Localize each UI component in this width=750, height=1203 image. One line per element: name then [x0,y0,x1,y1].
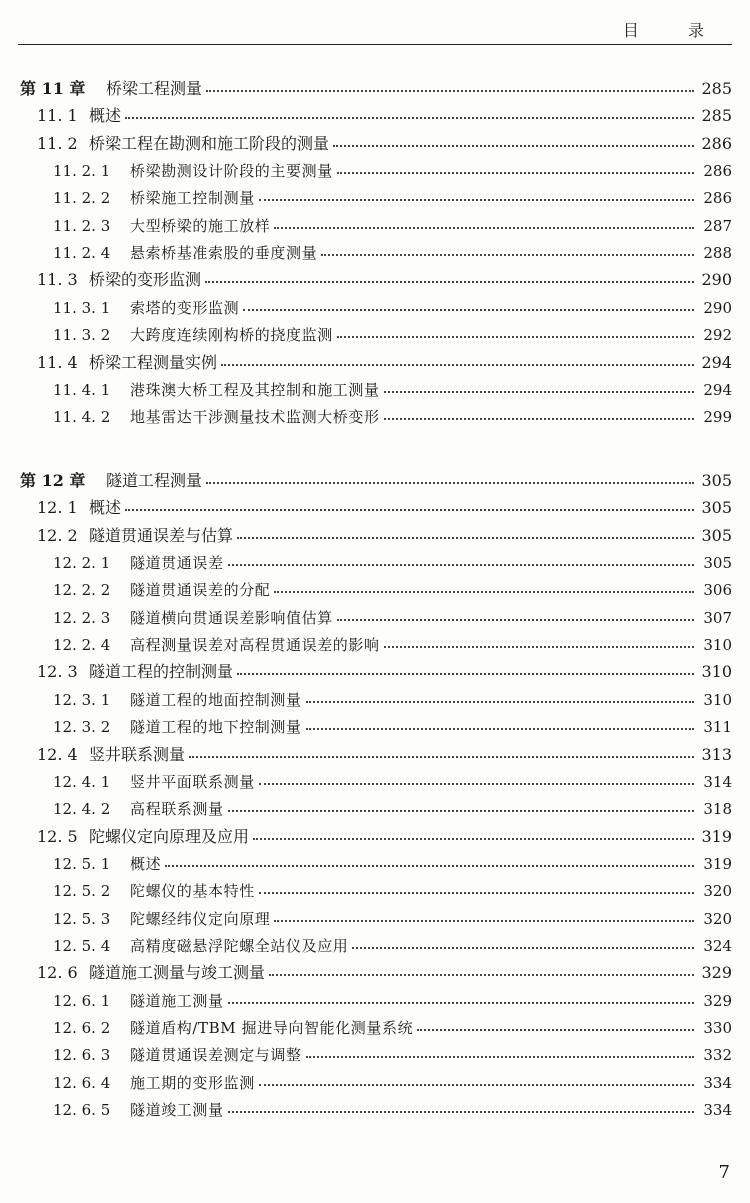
entry-number: 12. 4. 1 [53,772,111,791]
entry-title: 索塔的变形监测 [130,298,240,317]
entry-page-number: 299 [703,408,732,427]
toc-subsection-entry[interactable] [0,234,750,261]
toc-subsection-entry[interactable] [0,708,750,735]
entry-page-number: 334 [703,1073,732,1092]
entry-title: 高精度磁悬浮陀螺全站仪及应用 [130,936,349,955]
toc-subsection-entry[interactable] [0,982,750,1009]
entry-number: 12. 5 [37,826,78,846]
dot-leader [205,281,694,283]
entry-number: 11. 3 [37,270,78,290]
toc-subsection-entry[interactable] [0,900,750,927]
entry-title: 高程测量误差对高程贯通误差的影响 [130,636,380,655]
toc-subsection-entry[interactable] [0,1064,750,1091]
entry-number: 12. 4 [37,744,78,764]
entry-title: 大跨度连续刚构桥的挠度监测 [130,326,333,345]
entry-page-number: 294 [703,380,732,399]
entry-number: 11. 1 [37,106,78,126]
dot-leader [274,920,694,922]
dot-leader [228,1111,694,1113]
dot-leader [259,1084,694,1086]
entry-title: 概述 [130,854,162,873]
dot-leader [269,974,694,976]
entry-number: 12. 2. 3 [53,608,111,627]
entry-title: 隧道施工测量 [130,991,224,1010]
entry-page-number: 332 [703,1046,732,1065]
dot-leader [337,336,694,338]
toc-section-entry[interactable] [0,818,750,845]
entry-page-number: 310 [703,636,732,655]
toc-section-entry[interactable] [0,736,750,763]
toc-subsection-entry[interactable] [0,927,750,954]
dot-leader [384,391,694,393]
entry-number: 12. 2. 1 [53,554,111,573]
dot-leader [189,756,694,758]
dot-leader [165,865,694,867]
entry-page-number: 310 [701,662,732,682]
entry-page-number: 311 [703,718,732,737]
entry-title: 隧道竣工测量 [130,1101,224,1120]
entry-number: 12. 6. 4 [53,1073,111,1092]
toc-subsection-entry[interactable] [0,681,750,708]
page-number: 7 [718,1162,730,1183]
toc-chapter-entry[interactable] [0,70,750,97]
entry-number: 11. 3. 2 [53,326,111,345]
dot-leader [384,418,694,420]
entry-title: 高程联系测量 [130,800,224,819]
toc-subsection-entry[interactable] [0,316,750,343]
dot-leader [306,728,694,730]
dot-leader [228,810,694,812]
entry-page-number: 288 [703,244,732,263]
dot-leader [352,947,694,949]
toc-section-entry[interactable] [0,261,750,288]
entry-title: 桥梁工程测量 [106,79,203,98]
entry-title: 竖井联系测量 [89,744,186,764]
entry-page-number: 320 [703,909,732,928]
entry-page-number: 313 [701,744,732,764]
entry-title: 陀螺经纬仪定向原理 [130,909,271,928]
toc-subsection-entry[interactable] [0,790,750,817]
dot-leader [237,537,694,539]
entry-number: 11. 2. 3 [53,216,111,235]
entry-title: 地基雷达干涉测量技术监测大桥变形 [130,408,380,427]
entry-number: 12. 2. 4 [53,636,111,655]
dot-leader [259,783,694,785]
entry-title: 隧道贯通误差 [130,554,224,573]
toc-section-entry[interactable] [0,517,750,544]
entry-page-number: 320 [703,882,732,901]
entry-title: 隧道贯通误差测定与调整 [130,1046,302,1065]
entry-page-number: 319 [703,854,732,873]
entry-title: 隧道横向贯通误差影响值估算 [130,608,333,627]
entry-page-number: 306 [703,581,732,600]
toc-section-entry[interactable] [0,125,750,152]
toc-subsection-entry[interactable] [0,544,750,571]
entry-number: 12. 6. 5 [53,1101,111,1120]
entry-number: 11. 3. 1 [53,298,111,317]
entry-page-number: 318 [703,800,732,819]
toc-subsection-entry[interactable] [0,1091,750,1118]
entry-page-number: 334 [703,1101,732,1120]
entry-title: 概述 [89,106,122,126]
toc-subsection-entry[interactable] [0,371,750,398]
dot-leader [333,145,694,147]
entry-page-number: 307 [703,608,732,627]
entry-title: 隧道工程的地面控制测量 [130,690,302,709]
entry-title: 概述 [89,498,122,518]
toc-subsection-entry[interactable] [0,398,750,425]
entry-title: 隧道工程的控制测量 [89,662,234,682]
entry-number: 11. 4. 1 [53,380,111,399]
dot-leader [125,509,694,511]
entry-title: 陀螺仪定向原理及应用 [89,826,250,846]
entry-number: 12. 3 [37,662,78,682]
dot-leader [253,838,694,840]
dot-leader [237,673,694,675]
toc-subsection-entry[interactable] [0,179,750,206]
entry-page-number: 324 [703,936,732,955]
entry-number: 12. 2. 2 [53,581,111,600]
entry-title: 桥梁勘测设计阶段的主要测量 [130,162,333,181]
toc-section-entry[interactable] [0,489,750,516]
entry-title: 施工期的变形监测 [130,1073,255,1092]
toc-subsection-entry[interactable] [0,571,750,598]
toc-section-entry[interactable] [0,97,750,124]
dot-leader [321,254,694,256]
toc-section-entry[interactable] [0,954,750,981]
entry-page-number: 305 [701,525,732,545]
dot-leader [306,701,694,703]
toc-chapter-entry[interactable] [0,462,750,489]
entry-number: 11. 2 [37,133,78,153]
dot-leader [259,199,694,201]
entry-page-number: 285 [701,79,732,98]
entry-page-number: 329 [701,963,732,983]
toc-subsection-entry[interactable] [0,845,750,872]
entry-title: 桥梁工程测量实例 [89,352,218,372]
toc-subsection-entry[interactable] [0,599,750,626]
entry-number: 11. 2. 1 [53,162,111,181]
entry-page-number: 290 [703,298,732,317]
entry-page-number: 287 [703,216,732,235]
entry-page-number: 305 [703,554,732,573]
entry-number: 12. 6. 1 [53,991,111,1010]
toc-subsection-entry[interactable] [0,289,750,316]
entry-title: 隧道工程的地下控制测量 [130,718,302,737]
entry-title: 隧道贯通误差与估算 [89,525,234,545]
entry-number: 12. 5. 2 [53,882,111,901]
dot-leader [384,646,694,648]
entry-number: 12. 6. 2 [53,1019,111,1037]
entry-page-number: 310 [703,690,732,709]
dot-leader [337,619,694,621]
entry-title: 隧道施工测量与竣工测量 [89,963,266,983]
entry-page-number: 292 [703,326,732,345]
entry-title: 隧道工程测量 [106,471,203,490]
entry-title: 港珠澳大桥工程及其控制和施工测量 [130,380,380,399]
running-header-title: 目 录 [622,21,726,40]
dot-leader [206,482,694,484]
entry-page-number: 290 [701,270,732,290]
entry-number: 12. 5. 3 [53,909,111,928]
entry-title: 竖井平面联系测量 [130,772,255,791]
dot-leader [228,1002,694,1004]
entry-title: 桥梁施工控制测量 [130,189,255,208]
entry-title: 隧道盾构/TBM 掘进导向智能化测量系统 [130,1019,414,1037]
dot-leader [125,117,694,119]
entry-number: 12. 1 [37,498,78,518]
entry-title: 大型桥梁的施工放样 [130,216,271,235]
entry-page-number: 329 [703,991,732,1010]
entry-number: 第 11 章 [20,79,86,98]
dot-leader [306,1056,694,1058]
entry-page-number: 314 [703,772,732,791]
toc-subsection-entry[interactable] [0,1036,750,1063]
dot-leader [243,309,694,311]
toc-subsection-entry[interactable] [0,872,750,899]
entry-page-number: 319 [701,826,732,846]
entry-number: 12. 3. 2 [53,718,111,737]
entry-page-number: 294 [701,352,732,372]
entry-page-number: 286 [701,133,732,153]
dot-leader [417,1029,694,1031]
entry-number: 11. 4. 2 [53,408,111,427]
toc-subsection-entry[interactable] [0,763,750,790]
dot-leader [206,90,694,92]
dot-leader [221,364,694,366]
dot-leader [228,564,694,566]
toc-subsection-entry[interactable] [0,207,750,234]
entry-number: 12. 5. 1 [53,854,111,873]
header-divider [18,44,732,45]
toc-subsection-entry[interactable] [0,152,750,179]
entry-number: 12. 2 [37,525,78,545]
entry-page-number: 286 [703,162,732,181]
entry-page-number: 305 [701,498,732,518]
dot-leader [274,227,694,229]
entry-number: 12. 3. 1 [53,690,111,709]
entry-number: 11. 2. 4 [53,244,111,263]
entry-number: 12. 5. 4 [53,936,111,955]
entry-number: 12. 4. 2 [53,800,111,819]
entry-page-number: 330 [703,1019,732,1037]
dot-leader [259,892,694,894]
entry-page-number: 285 [701,106,732,126]
entry-title: 悬索桥基准索股的垂度测量 [130,244,318,263]
entry-title: 桥梁工程在勘测和施工阶段的测量 [89,133,330,153]
entry-title: 陀螺仪的基本特性 [130,882,255,901]
entry-title: 桥梁的变形监测 [89,270,202,290]
toc-section-entry[interactable] [0,653,750,680]
entry-page-number: 305 [701,471,732,490]
entry-number: 第 12 章 [20,471,86,490]
toc-section-entry[interactable] [0,344,750,371]
dot-leader [274,591,694,593]
entry-page-number: 286 [703,189,732,208]
entry-title: 隧道贯通误差的分配 [130,581,271,600]
entry-number: 12. 6. 3 [53,1046,111,1065]
entry-number: 12. 6 [37,963,78,983]
toc-subsection-entry[interactable] [0,1009,750,1036]
entry-number: 11. 4 [37,352,78,372]
dot-leader [337,172,694,174]
entry-number: 11. 2. 2 [53,189,111,208]
toc-subsection-entry[interactable] [0,626,750,653]
